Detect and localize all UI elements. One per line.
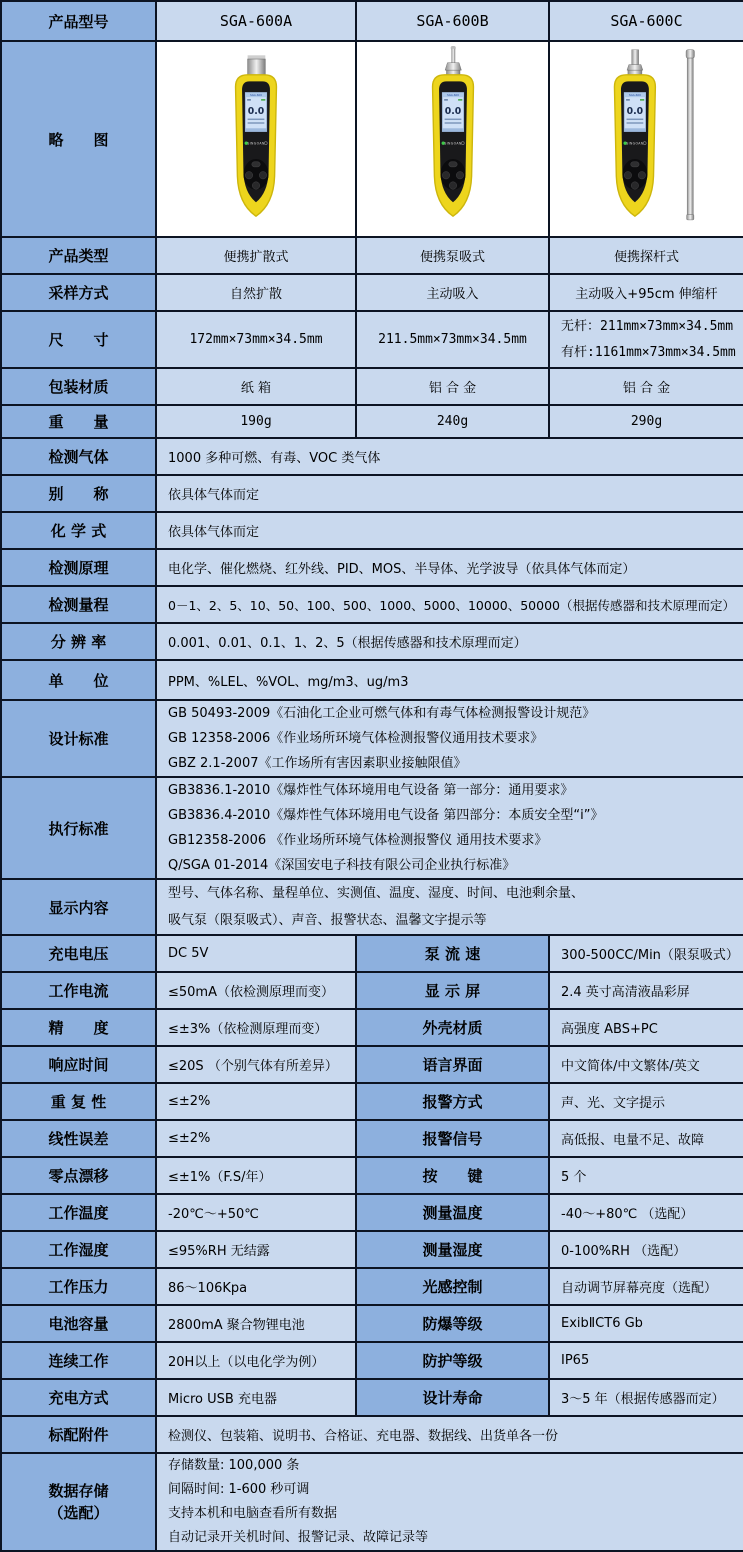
design-standard-label: 设计标准 — [1, 700, 156, 777]
gas-value: 1000 多种可燃、有毒、VOC 类气体 — [156, 438, 743, 475]
measure-humidity-label: 测量湿度 — [356, 1231, 549, 1268]
resolution-value: 0.001、0.01、0.1、1、2、5（根据传感器和技术原理而定） — [156, 623, 743, 660]
measure-temp-label: 测量温度 — [356, 1194, 549, 1231]
weight-label: 重 量 — [1, 405, 156, 438]
data-storage-line: 自动记录开关机时间、报警记录、故障记录等 — [168, 1530, 429, 1545]
design-standard-row — [1, 700, 743, 777]
unit-value: PPM、%LEL、%VOL、mg/m3、ug/m3 — [156, 660, 743, 700]
size-c — [549, 311, 743, 368]
size-row — [1, 311, 743, 368]
protection-rating-value: IP65 — [549, 1342, 743, 1379]
explosion-proof-value: ExibⅡCT6 Gb — [549, 1305, 743, 1342]
shell-material-value: 高强度 ABS+PC — [549, 1009, 743, 1046]
alias-row — [1, 475, 743, 512]
accessories-value: 检测仪、包装箱、说明书、合格证、充电器、数据线、出货单各一份 — [156, 1416, 743, 1453]
range-label: 检测量程 — [1, 586, 156, 623]
keys-label: 按 键 — [356, 1157, 549, 1194]
exec-standard-row — [1, 777, 743, 879]
packing-b: 铝 合 金 — [356, 368, 549, 405]
sketch-label: 略 图 — [1, 41, 156, 237]
data-storage-line: 间隔时间: 1-600 秒可调 — [168, 1482, 310, 1497]
screen-value: 0.0 — [444, 105, 461, 117]
accuracy-value: ≤±3%（依检测原理而变） — [156, 1009, 356, 1046]
size-a: 172mm×73mm×34.5mm — [156, 311, 356, 368]
working-pressure-label: 工作压力 — [1, 1268, 156, 1305]
spec-pair-row — [1, 935, 743, 972]
spec-pair-row — [1, 1231, 743, 1268]
sensor-head-icon — [248, 55, 266, 76]
data-storage-value — [156, 1453, 743, 1551]
spec-pair-row — [1, 1009, 743, 1046]
model-a-header: SGA-600A — [156, 1, 356, 41]
display-content-row — [1, 879, 743, 935]
repeatability-label: 重 复 性 — [1, 1083, 156, 1120]
control-pad — [622, 159, 647, 190]
range-value: 0－1、2、5、10、50、100、500、1000、5000、10000、50000（根据传感器和技术原理而定） — [156, 586, 743, 623]
exec-standard-line: GB3836.4-2010《爆炸性气体环境用电气设备 第四部分：本质安全型“i”》 — [168, 808, 604, 823]
data-storage-line: 存储数量: 100,000 条 — [168, 1458, 300, 1473]
design-life-value: 3～5 年（根据传感器而定） — [549, 1379, 743, 1416]
repeatability-value: ≤±2% — [156, 1083, 356, 1120]
unit-row — [1, 660, 743, 700]
model-b-header: SGA-600B — [356, 1, 549, 41]
control-pad — [440, 159, 465, 190]
display-screen-value: 2.4 英寸高清液晶彩屏 — [549, 972, 743, 1009]
continuous-work-value: 20H以上（以电化学为例） — [156, 1342, 356, 1379]
working-pressure-value: 86～106Kpa — [156, 1268, 356, 1305]
packing-c: 铝 合 金 — [549, 368, 743, 405]
probe-head-icon — [445, 46, 461, 79]
weight-b: 240g — [356, 405, 549, 438]
design-standard-line: GBZ 2.1-2007《工作场所有害因素职业接触限值》 — [168, 756, 467, 771]
spec-pair-row — [1, 1157, 743, 1194]
model-c-header: SGA-600C — [549, 1, 743, 41]
accessories-row — [1, 1416, 743, 1453]
exec-standard-label: 执行标准 — [1, 777, 156, 879]
principle-value: 电化学、催化燃烧、红外线、PID、MOS、半导体、光学波导（依具体气体而定） — [156, 549, 743, 586]
svg-text:SGA-600: SGA-600 — [249, 93, 263, 98]
measure-humidity-value: 0-100%RH （选配） — [549, 1231, 743, 1268]
gas-row — [1, 438, 743, 475]
formula-label: 化 学 式 — [1, 512, 156, 549]
zero-drift-label: 零点漂移 — [1, 1157, 156, 1194]
exec-standard-line: Q/SGA 01-2014《深国安电子科技有限公司企业执行标准》 — [168, 858, 516, 873]
spec-pair-row — [1, 1379, 743, 1416]
working-humidity-label: 工作湿度 — [1, 1231, 156, 1268]
device-screen — [245, 93, 266, 132]
display-content-line: 型号、气体名称、量程单位、实测值、温度、湿度、时间、电池剩余量、 — [168, 886, 585, 901]
sampling-row — [1, 274, 743, 311]
alarm-mode-label: 报警方式 — [356, 1083, 549, 1120]
linearity-error-value: ≤±2% — [156, 1120, 356, 1157]
display-content-value — [156, 879, 743, 935]
packing-a: 纸 箱 — [156, 368, 356, 405]
design-standard-line: GB 50493-2009《石油化工企业可燃气体和有毒气体检测报警设计规范》 — [168, 706, 596, 721]
header-row — [1, 1, 743, 41]
principle-row — [1, 549, 743, 586]
display-content-label: 显示内容 — [1, 879, 156, 935]
accuracy-label: 精 度 — [1, 1009, 156, 1046]
continuous-work-label: 连续工作 — [1, 1342, 156, 1379]
sampling-b: 主动吸入 — [356, 274, 549, 311]
resolution-label: 分 辨 率 — [1, 623, 156, 660]
size-c-line1: 无杆：211mm×73mm×34.5mm — [561, 318, 734, 334]
charge-voltage-label: 充电电压 — [1, 935, 156, 972]
device-image-cell-b — [356, 41, 549, 237]
light-sensing-label: 光感控制 — [356, 1268, 549, 1305]
spec-pair-row — [1, 1268, 743, 1305]
exec-standard-line: GB12358-2006 《作业场所环境气体检测报警仪 通用技术要求》 — [168, 833, 548, 848]
packing-label: 包装材质 — [1, 368, 156, 405]
device-with-probe — [614, 50, 655, 216]
range-row — [1, 586, 743, 623]
zero-drift-value: ≤±1%（F.S/年） — [156, 1157, 356, 1194]
product-model-label: 产品型号 — [1, 1, 156, 41]
spec-pair-row — [1, 1305, 743, 1342]
response-time-label: 响应时间 — [1, 1046, 156, 1083]
device-image-cell-a — [156, 41, 356, 237]
spec-pair-row — [1, 1083, 743, 1120]
sampling-label: 采样方式 — [1, 274, 156, 311]
svg-text:SGA-600: SGA-600 — [446, 93, 459, 98]
spec-pair-row — [1, 1120, 743, 1157]
protection-rating-label: 防护等级 — [356, 1342, 549, 1379]
working-humidity-value: ≤95%RH 无结露 — [156, 1231, 356, 1268]
alarm-mode-value: 声、光、文字提示 — [549, 1083, 743, 1120]
data-storage-row — [1, 1453, 743, 1551]
battery-capacity-value: 2800mA 聚合物锂电池 — [156, 1305, 356, 1342]
device-image-sga-600c — [591, 46, 703, 232]
size-label: 尺 寸 — [1, 311, 156, 368]
display-screen-label: 显 示 屏 — [356, 972, 549, 1009]
alias-label: 别 称 — [1, 475, 156, 512]
weight-row — [1, 405, 743, 438]
exec-standard-value — [156, 777, 743, 879]
sampling-a: 自然扩散 — [156, 274, 356, 311]
charging-method-value: Micro USB 充电器 — [156, 1379, 356, 1416]
working-temp-label: 工作温度 — [1, 1194, 156, 1231]
linearity-error-label: 线性误差 — [1, 1120, 156, 1157]
data-storage-label-line2: （选配） — [48, 1504, 109, 1522]
device-screen — [624, 93, 645, 132]
weight-a: 190g — [156, 405, 356, 438]
product-type-label: 产品类型 — [1, 237, 156, 274]
light-sensing-value: 自动调节屏幕亮度（选配） — [549, 1268, 743, 1305]
device-image-sga-600b — [397, 46, 509, 232]
principle-label: 检测原理 — [1, 549, 156, 586]
pump-speed-label: 泵 流 速 — [356, 935, 549, 972]
product-type-b: 便携泵吸式 — [356, 237, 549, 274]
device-image-cell-c — [549, 41, 743, 237]
control-pad — [243, 159, 268, 190]
size-c-line2: 有杆:1161mm×73mm×34.5mm — [561, 344, 736, 360]
response-time-value: ≤20S （个别气体有所差异） — [156, 1046, 356, 1083]
alarm-signal-value: 高低报、电量不足、故障 — [549, 1120, 743, 1157]
language-label: 语言界面 — [356, 1046, 549, 1083]
spec-pair-row — [1, 1194, 743, 1231]
alarm-signal-label: 报警信号 — [356, 1120, 549, 1157]
brand-text: SINGOAN — [247, 141, 265, 146]
pump-speed-value: 300-500CC/Min（限泵吸式） — [549, 935, 743, 972]
brand-text: SINGOAN — [625, 141, 644, 146]
device-image-sga-600a — [200, 46, 312, 232]
explosion-proof-label: 防爆等级 — [356, 1305, 549, 1342]
working-current-label: 工作电流 — [1, 972, 156, 1009]
unit-label: 单 位 — [1, 660, 156, 700]
accessories-label: 标配附件 — [1, 1416, 156, 1453]
design-life-label: 设计寿命 — [356, 1379, 549, 1416]
charge-voltage-value: DC 5V — [156, 935, 356, 972]
gas-label: 检测气体 — [1, 438, 156, 475]
spec-pair-row — [1, 972, 743, 1009]
sampling-c: 主动吸入+95cm 伸缩杆 — [549, 274, 743, 311]
alias-value: 依具体气体而定 — [156, 475, 743, 512]
product-type-row — [1, 237, 743, 274]
working-current-value: ≤50mA（依检测原理而变） — [156, 972, 356, 1009]
spec-pair-row — [1, 1342, 743, 1379]
keys-value: 5 个 — [549, 1157, 743, 1194]
data-storage-label — [1, 1453, 156, 1551]
resolution-row — [1, 623, 743, 660]
screen-value: 0.0 — [626, 105, 643, 117]
language-value: 中文简体/中文繁体/英文 — [549, 1046, 743, 1083]
screen-value: 0.0 — [247, 105, 265, 117]
svg-text:SGA-600: SGA-600 — [628, 93, 641, 98]
formula-row — [1, 512, 743, 549]
charging-method-label: 充电方式 — [1, 1379, 156, 1416]
display-content-line: 吸气泵（限泵吸式）、声音、报警状态、温馨文字提示等 — [168, 913, 487, 928]
design-standard-line: GB 12358-2006《作业场所环境气体检测报警仪通用技术要求》 — [168, 731, 544, 746]
working-temp-value: -20℃～+50℃ — [156, 1194, 356, 1231]
formula-value: 依具体气体而定 — [156, 512, 743, 549]
battery-capacity-label: 电池容量 — [1, 1305, 156, 1342]
data-storage-label-line1: 数据存储 — [48, 1482, 109, 1500]
packing-row — [1, 368, 743, 405]
size-b: 211.5mm×73mm×34.5mm — [356, 311, 549, 368]
data-storage-line: 支持本机和电脑查看所有数据 — [168, 1506, 338, 1521]
exec-standard-line: GB3836.1-2010《爆炸性气体环境用电气设备 第一部分：通用要求》 — [168, 783, 574, 798]
shell-material-label: 外壳材质 — [356, 1009, 549, 1046]
spec-pair-row — [1, 1046, 743, 1083]
product-type-a: 便携扩散式 — [156, 237, 356, 274]
product-type-c: 便携探杆式 — [549, 237, 743, 274]
measure-temp-value: -40～+80℃ （选配） — [549, 1194, 743, 1231]
design-standard-value — [156, 700, 743, 777]
device-screen — [442, 93, 463, 132]
brand-text: SINGOAN — [443, 141, 462, 146]
sketch-row — [1, 41, 743, 237]
telescopic-rod-icon — [686, 50, 694, 220]
weight-c: 290g — [549, 405, 743, 438]
